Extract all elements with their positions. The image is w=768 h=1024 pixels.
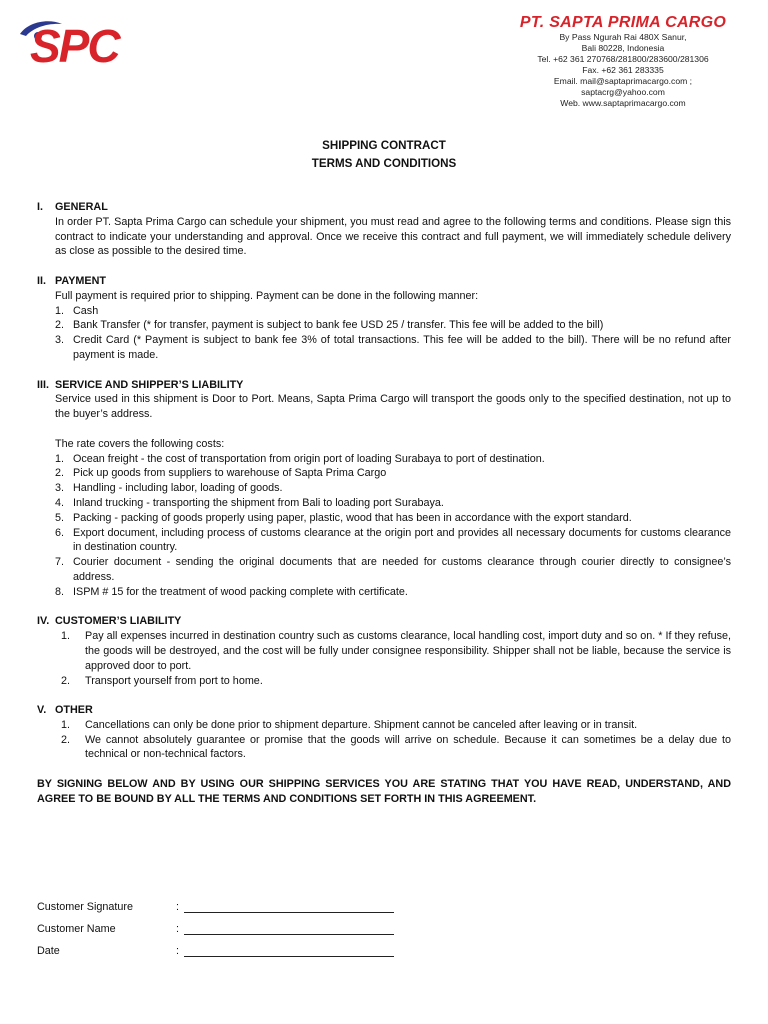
title-line-2: TERMS AND CONDITIONS <box>311 157 457 170</box>
list-number: 3. <box>55 334 65 347</box>
list-number: 1. <box>61 630 71 643</box>
company-address-line: By Pass Ngurah Rai 480X Sanur, <box>559 32 687 42</box>
field-colon: : <box>176 945 179 957</box>
list-text: Cash <box>73 304 99 317</box>
field-label: Date <box>37 945 60 957</box>
signature-row <box>37 935 394 957</box>
field-label: Customer Signature <box>37 901 134 913</box>
spc-logo-graphic <box>18 14 163 70</box>
agreement-statement: BY SIGNING BELOW AND BY USING OUR SHIPPING SERVICES YOU ARE STATING THAT YOU HAVE READ, UNDERSTAND, AND AGREE TO BE BOUND BY ALL THE TERMS AND CONDITIONS SET FORTH IN THIS AGREEMENT. <box>37 778 731 805</box>
service-paragraph: Service used in this shipment is Door to Port. Means, Sapta Prima Cargo will transport the goods only to the specified destination, not up to the buyer’s address. <box>55 393 731 421</box>
list-text: Handling - including labor, loading of goods. <box>73 482 283 495</box>
list-text: Courier document - sending the original documents that are needed for customs clearance through courier directly to consignee’s address. <box>73 556 731 583</box>
payment-intro: Full payment is required prior to shipping. Payment can be done in the following manner: <box>55 289 479 302</box>
section-title: CUSTOMER’S LIABILITY <box>55 615 182 628</box>
list-text: ISPM # 15 for the treatment of wood packing complete with certificate. <box>73 585 408 598</box>
section-service <box>37 378 731 600</box>
section-heading <box>37 274 731 289</box>
list-item <box>55 674 731 689</box>
list-item <box>55 629 731 673</box>
section-number: V. <box>37 704 47 717</box>
list-item <box>55 496 731 511</box>
list-item <box>55 733 731 763</box>
general-paragraph: In order PT. Sapta Prima Cargo can schedule your shipment, you must read and agree to the following terms and conditions. Please sign this contract to indicate your understanding and approval. Once we receive this contract and full payment, we will immediately schedule delivery as close as possible to the desired time. <box>55 215 731 258</box>
section-customer-liability <box>37 614 731 688</box>
field-colon: : <box>176 901 179 913</box>
list-item <box>55 511 731 526</box>
company-logo <box>18 14 163 70</box>
company-email: Email. mail@saptaprimacargo.com ; <box>553 76 693 86</box>
list-text: Credit Card (* Payment is subject to bank fee 3% of total transactions. This fee will be added to the bill). There will be no refund after payment is made. <box>73 334 731 361</box>
list-number: 6. <box>55 526 65 539</box>
list-text: Transport yourself from port to home. <box>85 674 263 687</box>
company-phone: Tel. +62 361 270768/281800/283600/281306 <box>537 54 709 64</box>
section-number: I. <box>37 201 43 213</box>
section-other <box>37 703 731 762</box>
list-number: 3. <box>55 482 65 495</box>
list-number: 2. <box>55 319 65 332</box>
rate-list <box>37 452 731 600</box>
customer-name-line[interactable] <box>184 922 394 935</box>
list-item <box>55 526 731 556</box>
list-number: 1. <box>55 304 65 317</box>
list-item <box>55 585 731 600</box>
list-item <box>55 304 731 319</box>
other-list <box>37 718 731 762</box>
section-heading <box>37 614 731 629</box>
contract-body <box>37 200 731 807</box>
list-number: 4. <box>55 496 65 509</box>
title-line-1: SHIPPING CONTRACT <box>322 139 446 152</box>
company-info <box>498 14 748 109</box>
company-address-line: Bali 80228, Indonesia <box>581 43 665 53</box>
list-text: Cancellations can only be done prior to shipment departure. Shipment cannot be canceled after leaving or in transit. <box>85 718 638 731</box>
customer-list <box>37 629 731 688</box>
company-name: PT. SAPTA PRIMA CARGO <box>519 14 727 31</box>
company-email-alt: saptacrg@yahoo.com <box>581 87 665 97</box>
customer-signature-line[interactable] <box>184 900 394 913</box>
list-item <box>55 718 731 733</box>
document-title <box>0 137 768 173</box>
signature-block <box>37 891 394 957</box>
list-number: 1. <box>61 718 71 731</box>
list-text: Pay all expenses incurred in destination country such as customs clearance, local handling cost, import duty and so on. * If they refuse, the goods will be destroyed, and the cost will be fully under consignee responsibility. Shipper shall not be liable, because the service is approved door to port. <box>85 630 731 672</box>
signature-row <box>37 913 394 935</box>
section-number: II. <box>37 274 46 287</box>
section-payment <box>37 274 731 363</box>
section-title: SERVICE AND SHIPPER’S LIABILITY <box>55 378 244 391</box>
list-number: 1. <box>55 452 65 465</box>
section-number: III. <box>37 378 49 391</box>
list-text: Packing - packing of goods properly using paper, plastic, wood that has been in accordance with the export standard. <box>73 511 632 524</box>
list-item <box>55 333 731 363</box>
signature-row <box>37 891 394 913</box>
list-item <box>55 318 731 333</box>
rate-intro: The rate covers the following costs: <box>55 437 225 450</box>
list-text: Ocean freight - the cost of transportation from origin port of loading Surabaya to port of destination. <box>73 452 545 465</box>
list-text: Export document, including process of customs clearance at the origin port and provides all necessary documents for customs clearance in destination country. <box>73 526 731 554</box>
list-text: Bank Transfer (* for transfer, payment is subject to bank fee USD 25 / transfer. This fee will be added to the bill) <box>73 319 604 332</box>
list-item <box>55 466 731 481</box>
list-number: 5. <box>55 511 65 524</box>
section-number: IV. <box>37 615 50 628</box>
list-number: 8. <box>55 585 65 598</box>
field-label: Customer Name <box>37 923 116 935</box>
section-heading <box>37 200 731 215</box>
date-line[interactable] <box>184 944 394 957</box>
list-item <box>55 452 731 467</box>
list-number: 2. <box>55 467 65 480</box>
section-title: OTHER <box>55 704 93 717</box>
list-number: 7. <box>55 556 65 569</box>
list-text: Pick up goods from suppliers to warehouse of Sapta Prima Cargo <box>73 467 387 480</box>
list-text: We cannot absolutely guarantee or promise that the goods will arrive on schedule. Because it can sometimes be a delay due to technical or non-technical factors. <box>85 733 731 761</box>
payment-list <box>37 304 731 363</box>
section-general <box>37 200 731 259</box>
list-item <box>55 555 731 585</box>
field-colon: : <box>176 923 179 935</box>
list-item <box>55 481 731 496</box>
list-number: 2. <box>61 733 71 746</box>
section-heading <box>37 703 731 718</box>
logo-text: SPC <box>30 20 119 70</box>
section-title: GENERAL <box>55 201 108 213</box>
section-title: PAYMENT <box>55 274 106 287</box>
list-number: 2. <box>61 674 71 687</box>
company-fax: Fax. +62 361 283335 <box>582 65 664 75</box>
list-text: Inland trucking - transporting the shipment from Bali to loading port Surabaya. <box>73 496 444 509</box>
company-web: Web. www.saptaprimacargo.com <box>560 98 686 108</box>
section-heading <box>37 378 731 393</box>
